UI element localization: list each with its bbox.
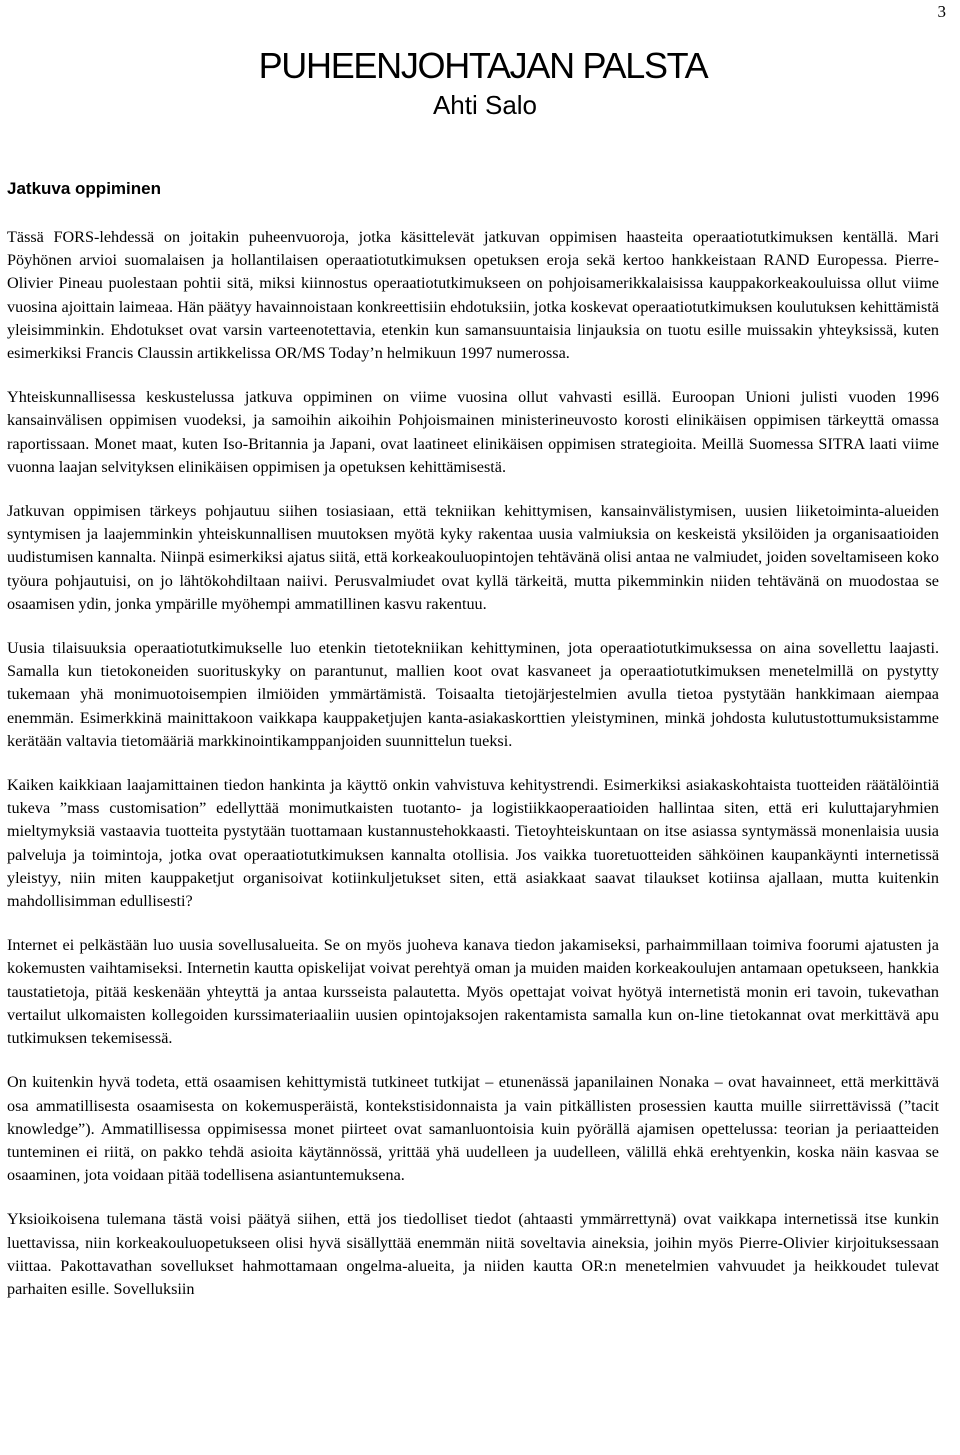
paragraph-2: Yhteiskunnallisessa keskustelussa jatkuva oppiminen on viime vuosina ollut vahvasti esillä. Euroopan Unioni julisti vuoden 1996 kansainvälisen oppimisen vuodeksi, ja samoihin aikoihin Pohjoismainen ministerineuvosto korosti elinikäisen oppimisen tärkeyttä omassa raportissaan. Monet maat, kuten Iso-Britannia ja Japani, ovat laatineet elinikäisen oppimisen strategioita. Meillä Suomessa SITRA laati viime vuonna laajan selvityksen elinikäisen oppimisen ja opetuksen kehittämisestä.: [7, 388, 939, 476]
article-title: PUHEENJOHTAJAN PALSTA: [258, 45, 708, 86]
paragraph-8: Yksioikoisena tulemana tästä voisi päätyä siihen, että jos tiedolliset tiedot (ahtaasti ymmärrettynä) ovat vaikkapa internetissä itse kunkin luettavissa, niin korkeakouluopetukseen olisi hyvä sisällyttää enemmän niitä soveltavia aineksia, joihin myös Pierre-Olivier kirjoituksessaan viittaa. Pakottavathan sovellukset hahmottamaan ongelma-alueita, ja niiden kautta OR:n menetelmien vahvuudet ja heikkoudet tulevat parhaiten esille. Sovelluksiin: [7, 1210, 939, 1298]
paragraph-7: On kuitenkin hyvä todeta, että osaamisen kehittymistä tutkineet tutkijat – etunenässä japanilainen Nonaka – ovat havainneet, että merkittävä osa ammatillisesta osaamisesta on kokemusperäistä, kontekstisidonnaista ja vain pitkällisten prosessien kautta muille siirrettävissä (”tacit knowledge”). Ammatillisessa oppimisessa monet piirteet ovat samanluontoisia kuin pyörällä ajamisen opettelussa: teorian ja periaatteiden tunteminen ei riitä, on pakko tehdä asioita käytännössä, yrittää yhä uudelleen ja uudelleen, välillä ehkä erehtyenkin, koska näin kasvaa se osaaminen, jota voidaan pitää todellisena asiantuntemuksena.: [7, 1073, 939, 1185]
article-header: [0, 44, 960, 122]
paragraph-6: Internet ei pelkästään luo uusia sovellusalueita. Se on myös juoheva kanava tiedon jakamiseksi, parhaimmillaan toimiva foorumi ajatusten ja kokemusten vaihtamiseksi. Internetin kautta opiskelijat voivat perehtyä oman ja muiden maiden korkeakoulujen antamaan opetukseen, hankkia taustatietoja, pitää keskenään yhteyttä ja antaa kursseista palautetta. Myös opettajat voivat hyötyä internetistä monin eri tavoin, tukevathan vertailut ulkomaisten kollegoiden kurssimateriaaliin uusien opintojaksojen rakentamista samalla kun on-line tietokannat ovat merkittävä apu tutkimuksen tekemisessä.: [7, 936, 939, 1048]
article-author: Ahti Salo: [432, 90, 538, 120]
paragraph-3: Jatkuvan oppimisen tärkeys pohjautuu siihen tosiasiaan, että tekniikan kehittymisen, kansainvälistymisen, uusien liiketoiminta-alueiden syntymisen ja laajemminkin yhteiskunnallisen muutoksen myötä kyky rakentaa uusia valmiuksia on keskeistä yksilöiden ja organisaatioiden uudistumisen kannalta. Niinpä esimerkiksi ajatus siitä, että korkeakouluopintojen tehtävänä olisi antaa ne valmiudet, joiden soveltamiseen koko työura pohjautuisi, on jo lähtökohdiltaan naiivi. Perusvalmiudet ovat kyllä tärkeitä, mutta pikemminkin niiden tehtävänä on muodostaa se osaamisen ydin, jonka ympärille myöhempi ammatillinen kasvu rakentuu.: [7, 502, 939, 613]
paragraph-5: Kaiken kaikkiaan laajamittainen tiedon hankinta ja käyttö onkin vahvistuva kehitystrendi. Esimerkiksi asiakaskohtaista tuotteiden räätälöintiä tukeva ”mass customisation” edellyttää monimutkaisten tuotanto- ja logistiikkaoperaatioiden hallintaa siten, että eri kuluttajaryhmien mieltymyksiä vastaavia tuotteita pystytään tuottamaan kustannustehokkaasti. Tietoyhteiskuntaan on itse asiassa syntymässä monenlaisia uusia palveluja ja toimintoja, jotka ovat operaatiotutkimuksen kannalta otollisia. Jos vaikka tuoretuotteiden sähköinen kaupankäynti internetissä yleistyy, niin miten kauppaketjut organisoivat kotiinkuljetukset siten, että asiakkaat saavat tilaukset kotiinsa ajallaan, mutta kuitenkin mahdollisimman edullisesti?: [7, 776, 939, 911]
paragraph-1: Tässä FORS-lehdessä on joitakin puheenvuoroja, jotka käsittelevät jatkuvan oppimisen haasteita operaatiotutkimuksen kentällä. Mari Pöyhönen arvioi suomalaisen ja hollantilaisen operaatiotutkimuksen opetuksen eroja sekä kertoo hankkeistaan RAND Europessa. Pierre-Olivier Pineau puolestaan pohtii sitä, miksi kiinnostus operaatiotutkimukseen on pohjoisamerikkalaisissa kauppakorkeakouluissa ollut viime vuosina ajoittain laimeaa. Hän päätyy havainnoistaan konkreettisiin ehdotuksiin, jotka koskevat operaatiotutkimuksen koulutuksen kehittämistä yleisimminkin. Ehdotukset ovat varsin varteenotettavia, etenkin kun samansuuntaisia linjauksia on tuotu esille muissakin yhteyksissä, kuten esimerkiksi Francis Claussin artikkelissa OR/MS Today’n helmikuun 1997 numerossa.: [7, 228, 939, 363]
section-heading: Jatkuva oppiminen: [7, 179, 161, 198]
page-number: 3: [937, 2, 946, 21]
article-body: [7, 226, 939, 1301]
paragraph-4: Uusia tilaisuuksia operaatiotutkimukselle luo etenkin tietotekniikan kehittyminen, jota operaatiotutkimuksessa on aina sovellettu laajasti. Samalla kun tietokoneiden suorituskyky on parantunut, mallien koot ovat kasvaneet ja operaatiotutkimuksen menetelmillä on pystytty tukemaan yhä monimuotoisempien ilmiöiden ymmärtämistä. Toisaalta tietojärjestelmien avulla tietoa pystytään hankkimaan aiempaa enemmän. Esimerkkinä mainittakoon vaikkapa kauppaketjujen kanta-asiakaskorttien yleistyminen, minkä johdosta kulutustottumuksistamme kerätään valtavia tietomääriä markkinointikamppanjoiden suunnittelun tueksi.: [7, 639, 939, 750]
